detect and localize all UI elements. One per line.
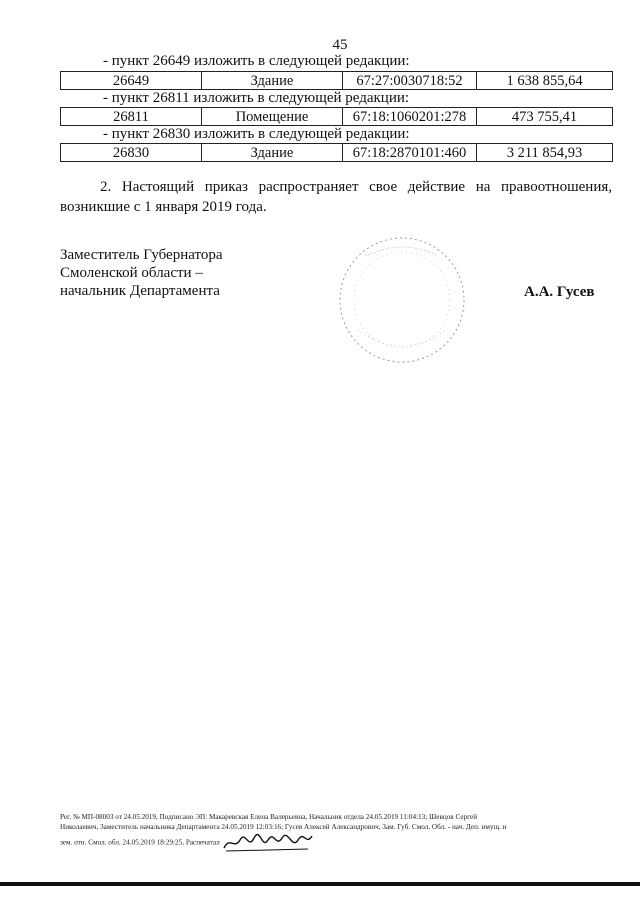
position-line: начальник Департамента: [60, 283, 220, 299]
position-line: Смоленской области –: [60, 265, 203, 281]
item-number-cell: 26649: [61, 72, 202, 90]
bottom-rule: [0, 882, 640, 886]
amendment-table-26830: [60, 143, 613, 162]
signer-name: А.А. Гусев: [524, 284, 595, 300]
official-seal-icon: [336, 234, 468, 366]
amendment-intro-26649: - пункт 26649 изложить в следующей редакции:: [103, 53, 410, 69]
handwritten-signature-icon: [222, 832, 314, 854]
item-number-cell: 26811: [61, 108, 202, 126]
amendment-intro-26811: - пункт 26811 изложить в следующей редакции:: [103, 90, 410, 106]
table-row: [61, 144, 613, 162]
paragraph-2: [60, 177, 612, 217]
page-number: 45: [332, 37, 348, 53]
cadastral-number-cell: 67:18:1060201:278: [343, 108, 477, 126]
cadastral-value-cell: 1 638 855,64: [477, 72, 613, 90]
amendment-table-26811: [60, 107, 613, 126]
signatory-position: [60, 246, 223, 300]
footer-line-last: [60, 832, 610, 854]
paragraph-2-line-1: 2. Настоящий приказ распространяет свое действие на правоотношения,: [100, 179, 612, 195]
footer-line: Рег. № МП-08003 от 24.05.2019, Подписано ЭП: Макаревская Елена Валерьевна, Начальник отдела 24.05.2019 11:04:13; Шевцов Сергей: [60, 813, 478, 821]
cadastral-number-cell: 67:18:2870101:460: [343, 144, 477, 162]
footer-line: Николаевич, Заместитель начальника Департамента 24.05.2019 12:03:16; Гусев Алексей Александрович, Зам. Губ. Смол. Обл. - нач. Деп. имущ. и: [60, 823, 507, 831]
cadastral-value-cell: 473 755,41: [477, 108, 613, 126]
object-type-cell: Здание: [202, 72, 343, 90]
footer-line-text: зем. отн. Смол. обл. 24.05.2019 18:29:25, Распечатал: [60, 838, 220, 847]
paragraph-2-line-2: возникшие с 1 января 2019 года.: [60, 199, 267, 215]
e-signature-footer: [60, 812, 610, 854]
table-row: [61, 108, 613, 126]
table-row: [61, 72, 613, 90]
cadastral-number-cell: 67:27:0030718:52: [343, 72, 477, 90]
amendment-table-26649: [60, 71, 613, 90]
amendment-intro-26830: - пункт 26830 изложить в следующей редакции:: [103, 126, 410, 142]
cadastral-value-cell: 3 211 854,93: [477, 144, 613, 162]
position-line: Заместитель Губернатора: [60, 247, 223, 263]
object-type-cell: Помещение: [202, 108, 343, 126]
item-number-cell: 26830: [61, 144, 202, 162]
object-type-cell: Здание: [202, 144, 343, 162]
